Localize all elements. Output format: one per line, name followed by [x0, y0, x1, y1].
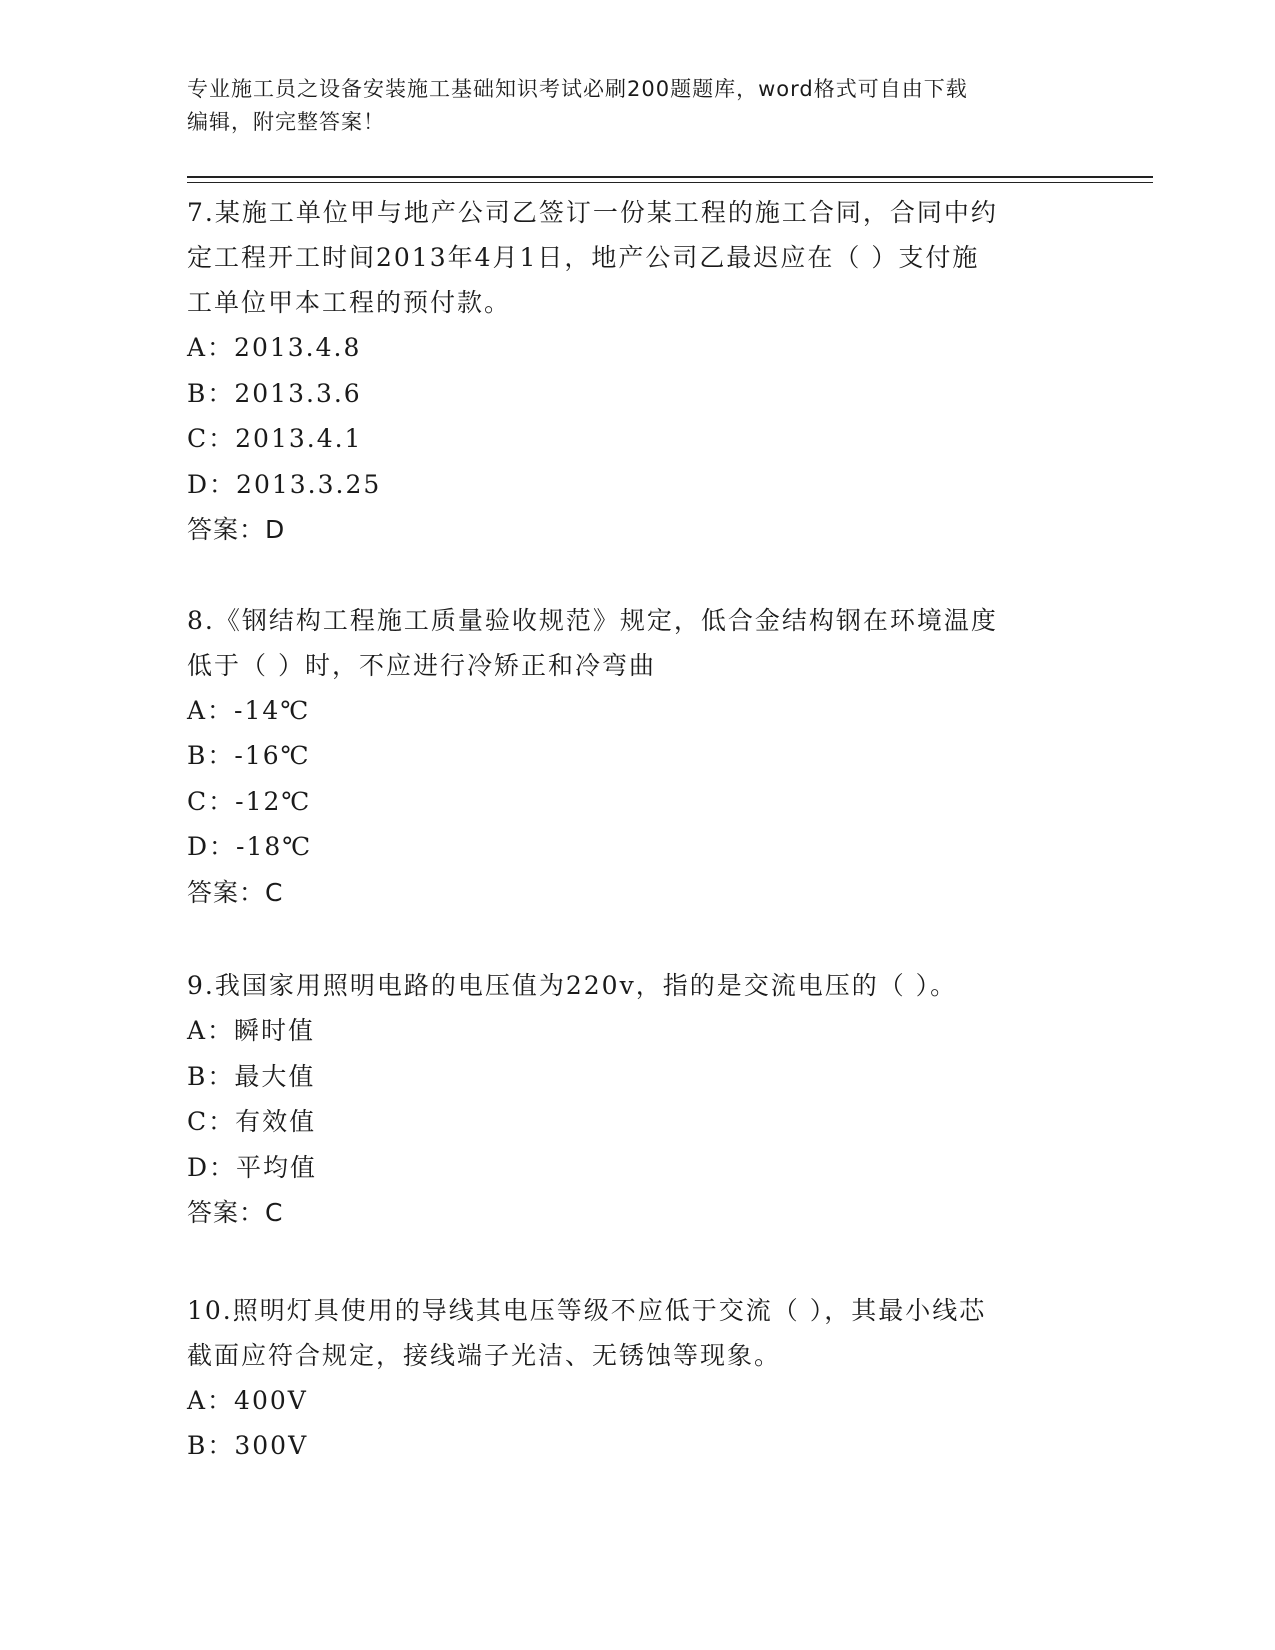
question-10 — [187, 1288, 1067, 1469]
option-a: A：瞬时值 — [187, 1016, 316, 1045]
question-line: 工单位甲本工程的预付款。 — [187, 288, 512, 317]
question-text — [187, 190, 1067, 325]
spacer — [187, 915, 1067, 963]
question-text — [187, 1288, 1067, 1378]
header-divider-thick — [187, 176, 1153, 178]
header-line-2: 编辑，附完整答案！ — [187, 110, 385, 134]
option-a: A：-14℃ — [187, 695, 311, 725]
option-a: A：2013.4.8 — [187, 333, 362, 362]
option-a: A：400V — [187, 1385, 308, 1415]
header-line-1: 专业施工员之设备安装施工基础知识考试必刷200题题库，word格式可自由下载 — [187, 77, 968, 101]
question-line: 9.我国家用照明电路的电压值为220v，指的是交流电压的（ ）。 — [187, 971, 958, 1000]
question-line: 截面应符合规定，接线端子光洁、无锈蚀等现象。 — [187, 1340, 782, 1370]
question-9 — [187, 963, 1067, 1236]
answer-label: 答案：C — [187, 1198, 284, 1227]
question-line: 低于（ ）时，不应进行冷矫正和冷弯曲 — [187, 650, 656, 680]
question-line: 定工程开工时间2013年4月1日，地产公司乙最迟应在（ ）支付施 — [187, 243, 980, 272]
option-d: D：平均值 — [187, 1152, 318, 1182]
option-b: B：-16℃ — [187, 741, 311, 770]
spacer — [187, 553, 1067, 598]
option-b: B：最大值 — [187, 1061, 316, 1091]
question-7 — [187, 190, 1067, 553]
answer-label: 答案：D — [187, 515, 286, 544]
document-header — [187, 73, 1067, 139]
question-line: 8.《钢结构工程施工质量验收规范》规定，低合金结构钢在环境温度 — [187, 605, 998, 635]
question-8 — [187, 598, 1067, 916]
option-b: B：2013.3.6 — [187, 378, 362, 408]
question-line: 10.照明灯具使用的导线其电压等级不应低于交流（ ），其最小线芯 — [187, 1295, 987, 1325]
question-text — [187, 963, 1067, 1008]
answer-label: 答案：C — [187, 877, 284, 907]
option-d: D：2013.3.25 — [187, 469, 382, 499]
question-list — [187, 190, 1067, 1469]
header-divider-thin — [187, 182, 1153, 183]
option-c: C：有效值 — [187, 1107, 317, 1136]
option-c: C：-12℃ — [187, 786, 312, 816]
spacer — [187, 1236, 1067, 1288]
option-d: D：-18℃ — [187, 832, 313, 861]
question-text — [187, 598, 1067, 688]
option-c: C：2013.4.1 — [187, 424, 363, 453]
option-b: B：300V — [187, 1431, 309, 1460]
question-line: 7.某施工单位甲与地产公司乙签订一份某工程的施工合同，合同中约 — [187, 198, 998, 227]
